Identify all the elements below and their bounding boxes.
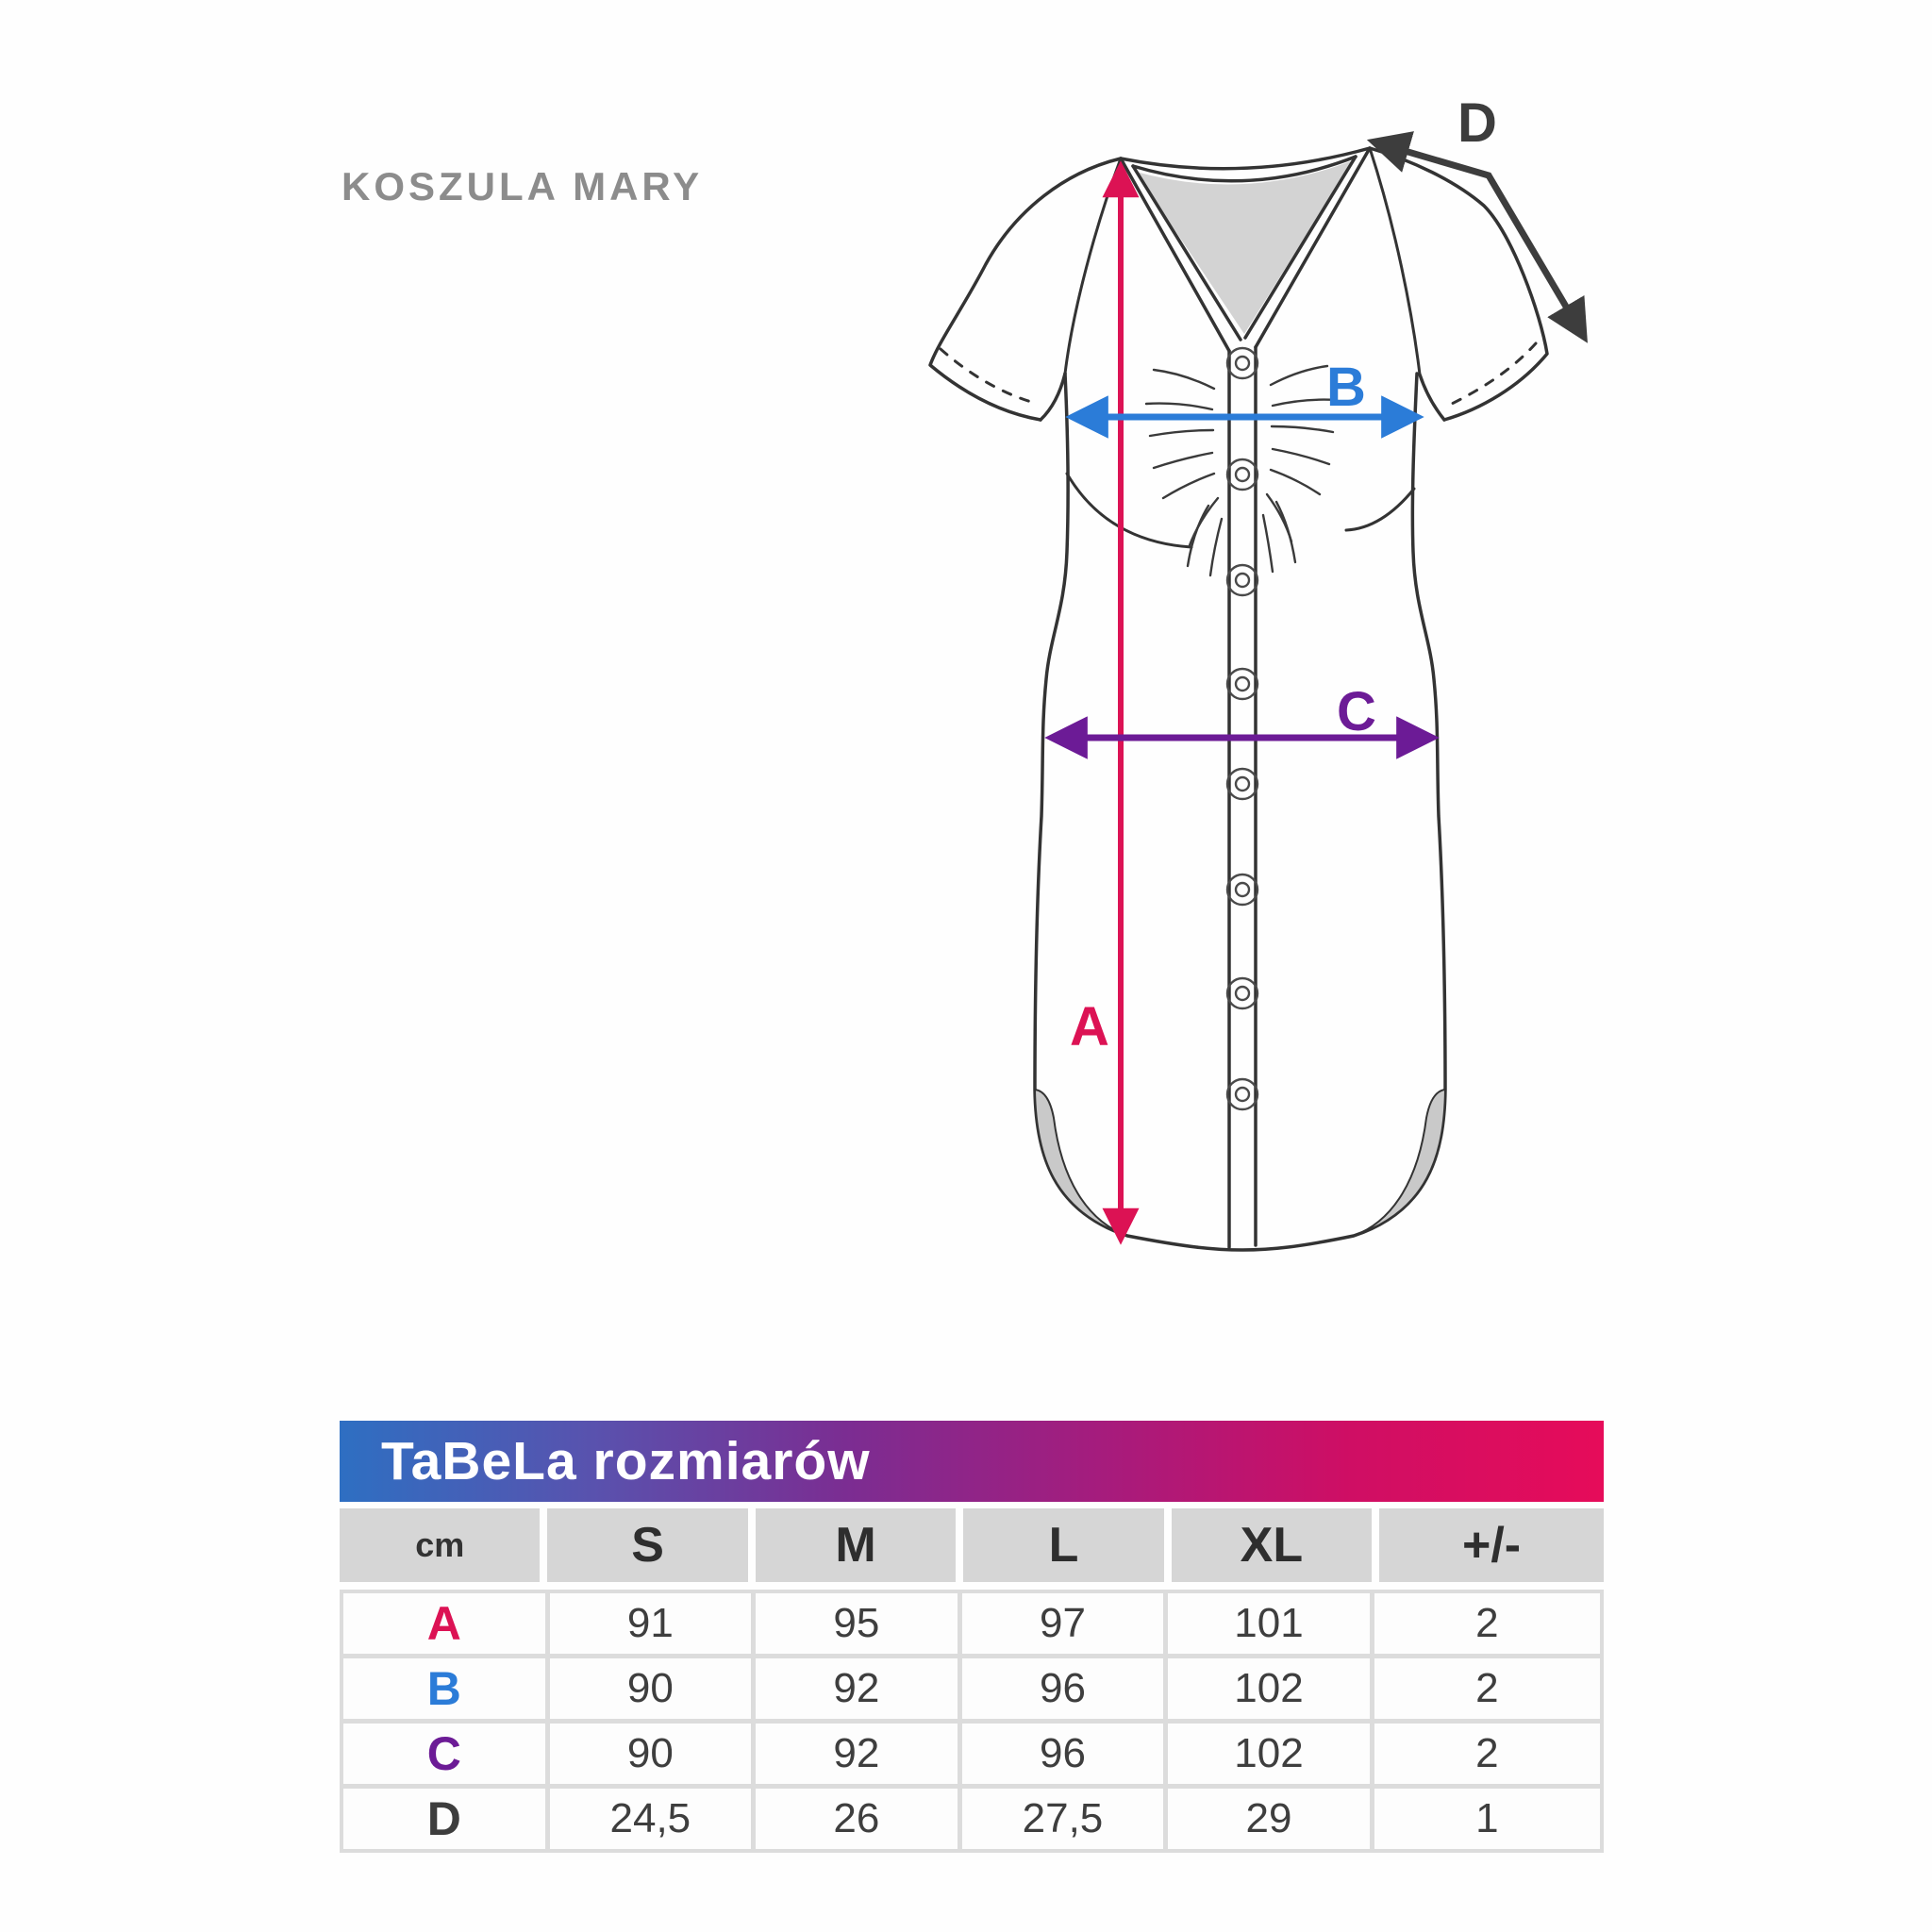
row-label-b: B bbox=[343, 1658, 545, 1719]
size-cell: 90 bbox=[550, 1658, 752, 1719]
measurement-label-b: B bbox=[1326, 357, 1366, 418]
column-header-m: M bbox=[756, 1508, 956, 1582]
row-label-c: C bbox=[343, 1724, 545, 1784]
column-header-l: L bbox=[963, 1508, 1163, 1582]
size-cell: 96 bbox=[962, 1658, 1164, 1719]
size-cell: 96 bbox=[962, 1724, 1164, 1784]
sleeve-hem-stitch-right bbox=[1452, 343, 1536, 404]
measurement-label-d: D bbox=[1457, 94, 1497, 154]
column-header-tolerance: +/- bbox=[1379, 1508, 1604, 1582]
measurement-label-c: C bbox=[1337, 681, 1376, 742]
neck-inset bbox=[1136, 160, 1353, 334]
size-cell: 90 bbox=[550, 1724, 752, 1784]
size-table-title: TaBeLa rozmiarów bbox=[381, 1431, 871, 1491]
size-cell: 102 bbox=[1168, 1658, 1370, 1719]
size-cell: 24,5 bbox=[550, 1789, 752, 1849]
page-title: KOSZULA MARY bbox=[341, 164, 704, 208]
nightshirt-outline bbox=[930, 148, 1547, 1250]
column-header-s: S bbox=[547, 1508, 747, 1582]
gather-lines-left bbox=[1146, 370, 1222, 575]
size-table-header-row bbox=[340, 1508, 1604, 1582]
size-cell: 2 bbox=[1374, 1593, 1600, 1654]
size-table bbox=[340, 1421, 1604, 1853]
side-vent-left bbox=[1035, 1090, 1127, 1236]
column-header-xl: XL bbox=[1172, 1508, 1372, 1582]
column-header-unit: cm bbox=[340, 1508, 540, 1582]
snap-buttons bbox=[1227, 348, 1257, 1109]
size-cell: 2 bbox=[1374, 1724, 1600, 1784]
size-cell: 29 bbox=[1168, 1789, 1370, 1849]
size-cell: 92 bbox=[756, 1724, 958, 1784]
size-cell: 101 bbox=[1168, 1593, 1370, 1654]
size-cell: 102 bbox=[1168, 1724, 1370, 1784]
measurement-label-a: A bbox=[1070, 996, 1109, 1058]
size-cell: 97 bbox=[962, 1593, 1164, 1654]
garment-diagram bbox=[910, 94, 1627, 1311]
size-cell: 91 bbox=[550, 1593, 752, 1654]
size-cell: 95 bbox=[756, 1593, 958, 1654]
row-label-d: D bbox=[343, 1789, 545, 1849]
size-cell: 27,5 bbox=[962, 1789, 1164, 1849]
size-cell: 1 bbox=[1374, 1789, 1600, 1849]
size-cell: 2 bbox=[1374, 1658, 1600, 1719]
size-table-body bbox=[340, 1590, 1604, 1853]
row-label-a: A bbox=[343, 1593, 545, 1654]
sleeve-hem-stitch-left bbox=[941, 349, 1031, 402]
size-cell: 26 bbox=[756, 1789, 958, 1849]
size-cell: 92 bbox=[756, 1658, 958, 1719]
side-vent-right bbox=[1354, 1090, 1445, 1236]
size-table-title-bar bbox=[340, 1421, 1604, 1502]
